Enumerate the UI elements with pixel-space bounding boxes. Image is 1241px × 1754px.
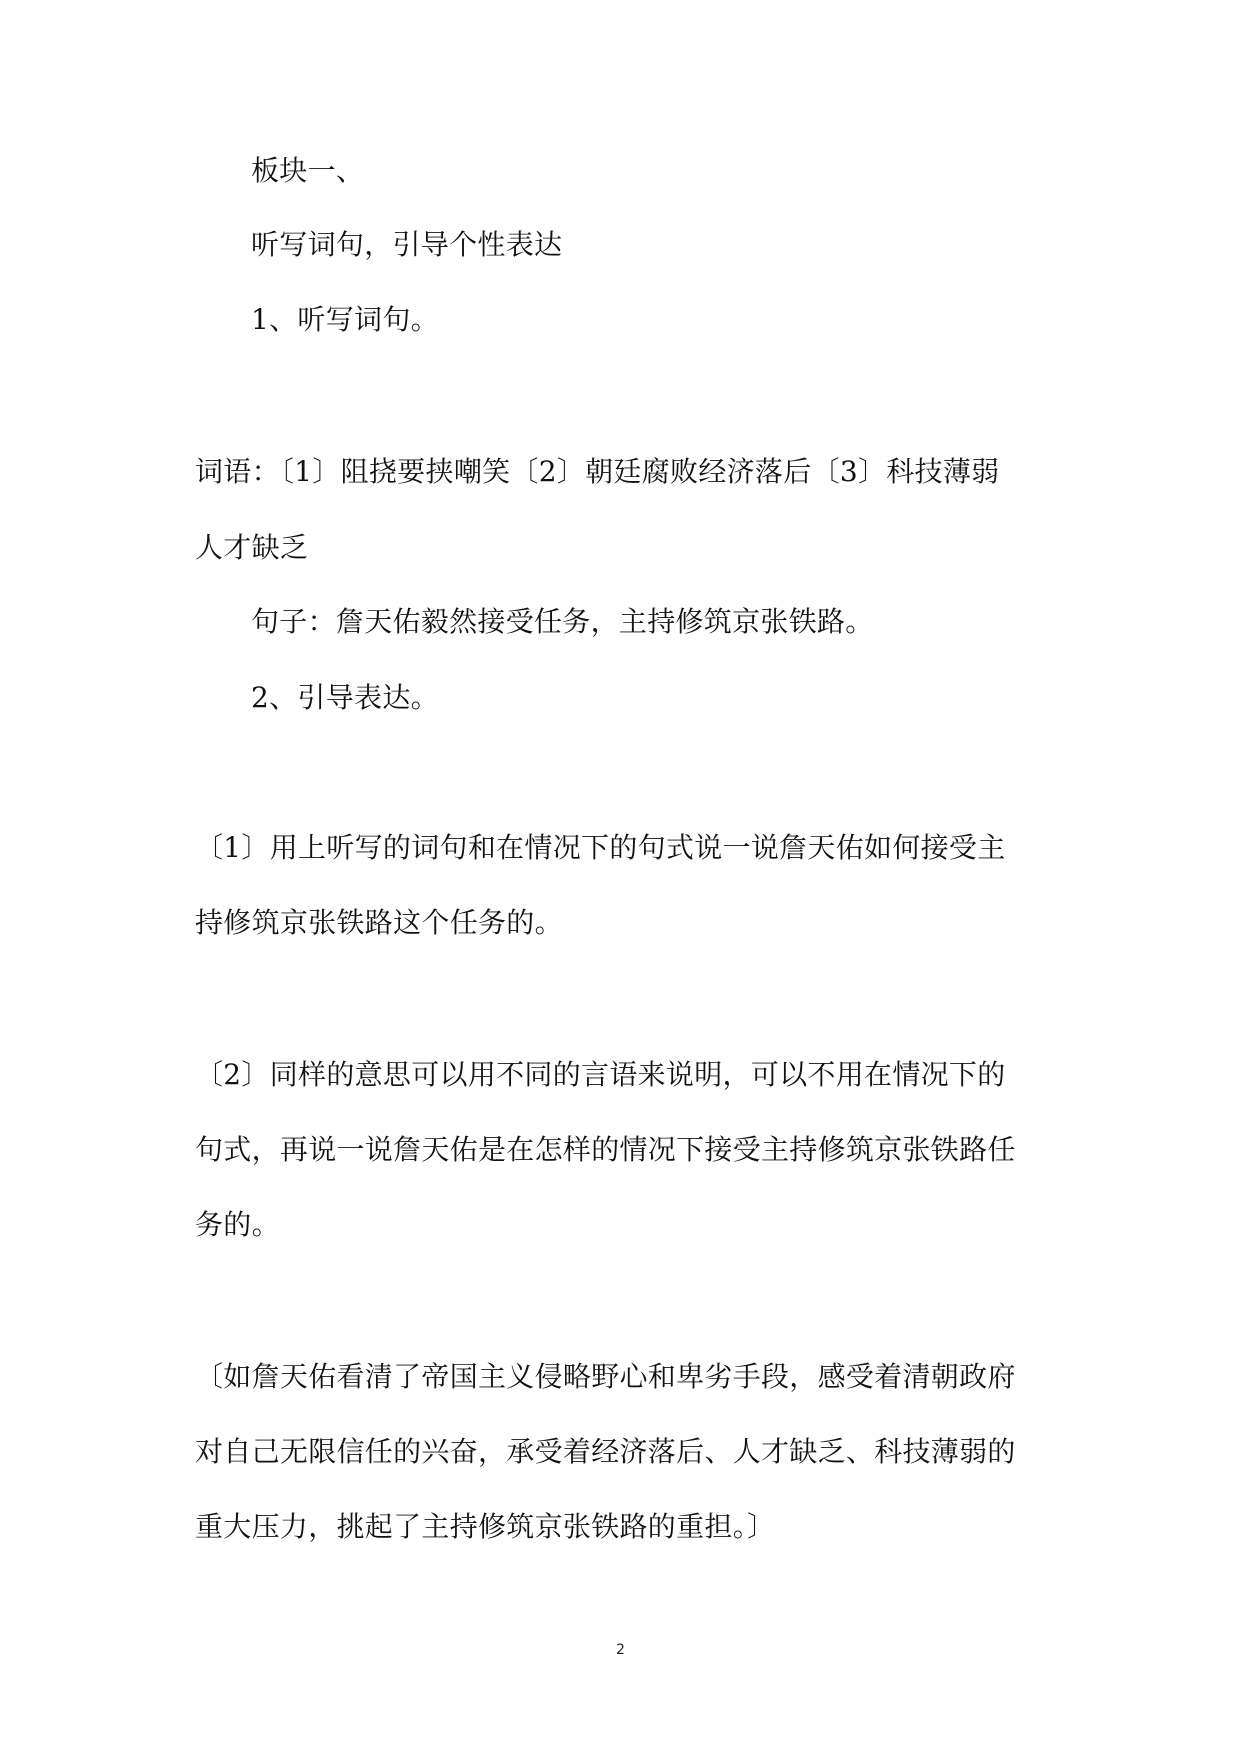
- example-line-2: 对自己无限信任的兴奋，承受着经济落后、人才缺乏、科技薄弱的: [195, 1435, 1016, 1468]
- task1-line-2: 持修筑京张铁路这个任务的。: [195, 906, 563, 939]
- task2-line-3: 务的。: [195, 1208, 280, 1241]
- example-line-1: 〔如詹天佑看清了帝国主义侵略野心和卑劣手段，感受着清朝政府: [195, 1360, 1016, 1393]
- task2-line-1: 〔2〕同样的意思可以用不同的言语来说明，可以不用在情况下的: [195, 1058, 1006, 1091]
- sentence-line: 句子：詹天佑毅然接受任务，主持修筑京张铁路。: [251, 605, 874, 638]
- section-subtitle: 听写词句，引导个性表达: [251, 228, 563, 261]
- example-line-3: 重大压力，挑起了主持修筑京张铁路的重担。〕: [195, 1510, 776, 1543]
- item1-title: 1、听写词句。: [251, 303, 439, 336]
- section-heading: 板块一、: [251, 154, 365, 187]
- task1-line-1: 〔1〕用上听写的词句和在情况下的句式说一说詹天佑如何接受主: [195, 831, 1006, 864]
- item2-title: 2、引导表达。: [251, 681, 439, 714]
- page-number: 2: [616, 1642, 625, 1658]
- task2-line-2: 句式，再说一说詹天佑是在怎样的情况下接受主持修筑京张铁路任: [195, 1133, 1016, 1166]
- words-line-1: 词语：〔1〕阻挠要挟嘲笑〔2〕朝廷腐败经济落后〔3〕科技薄弱: [195, 455, 1000, 488]
- words-line-2: 人才缺乏: [195, 531, 309, 564]
